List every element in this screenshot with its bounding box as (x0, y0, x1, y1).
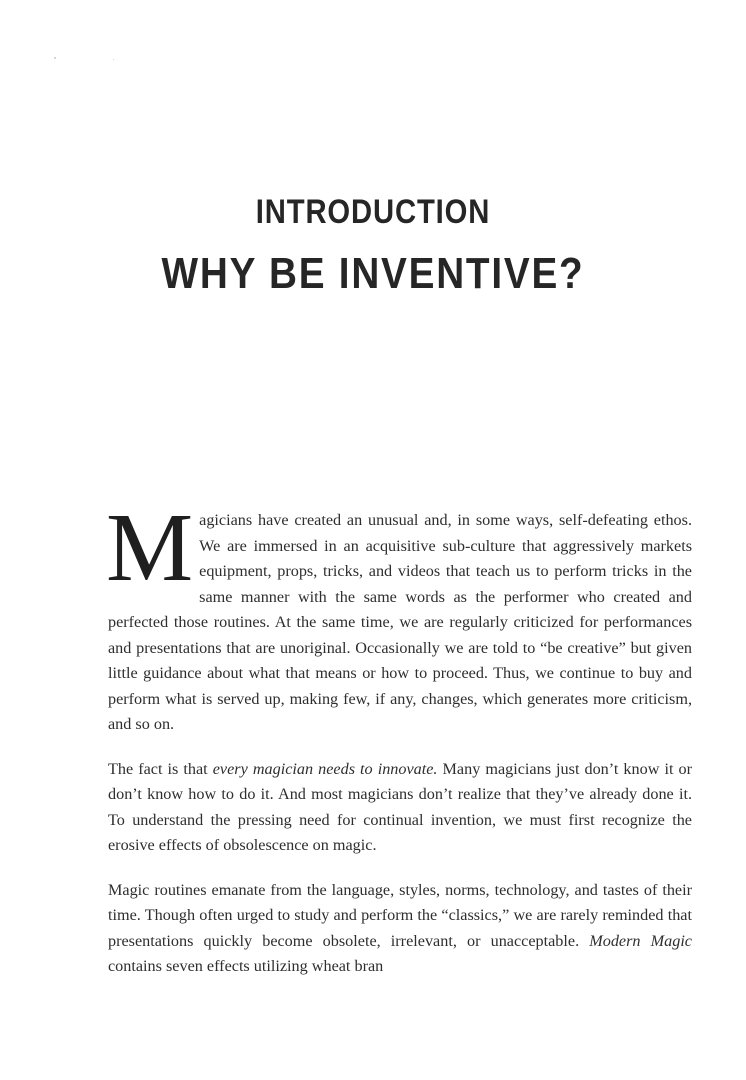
paragraph-1 (106, 494, 692, 738)
paragraph-1-text: agicians have created an unusual and, in some ways, self-defeating ethos. We are immersed in an acquisitive sub-culture that aggressively markets equipment, props, tricks, and videos that teach us to perform tricks in the same manner with the same words as the performer who created and perfected those routines. At the same time, we are regularly criticized for performances and presentations that are unoriginal. Occasionally we are told to “be creative” but given little guidance about what that means or how to proceed. Thus, we continue to buy and perform what is served up, making few, if any, changes, which generates more criticism, and so on. (108, 511, 692, 733)
chapter-body (106, 494, 692, 999)
chapter-label: INTRODUCTION (255, 193, 491, 231)
scan-speck (54, 57, 56, 59)
scan-speck (113, 59, 114, 60)
paragraph-3-text-end: contains seven effects utilizing wheat bran (108, 957, 384, 975)
paragraph-2 (108, 757, 692, 859)
paragraph-2-text-end: Many magicians just don’t know it or don’t know how to do it. And most magicians don’t realize that they’ve already done it. To understand the pressing need for continual invention, we must first recognize the erosive effects of obsolescence on magic. (108, 759, 692, 854)
drop-cap: M (106, 494, 194, 602)
paragraph-3-text-start: Magic routines emanate from the language, styles, norms, technology, and tastes of their time. Though often urged to study and perform the “classics,” we are rarely reminded that presentations quickly become obsolete, irrelevant, or unacceptable. (108, 880, 692, 950)
paragraph-2-emphasis: every magician needs to innovate. (212, 759, 438, 778)
chapter-title: WHY BE INVENTIVE? (161, 249, 585, 298)
paragraph-2-text-start: The fact is that (108, 759, 213, 778)
paragraph-3-emphasis: Modern Magic (589, 931, 692, 950)
paragraph-3 (108, 878, 692, 980)
